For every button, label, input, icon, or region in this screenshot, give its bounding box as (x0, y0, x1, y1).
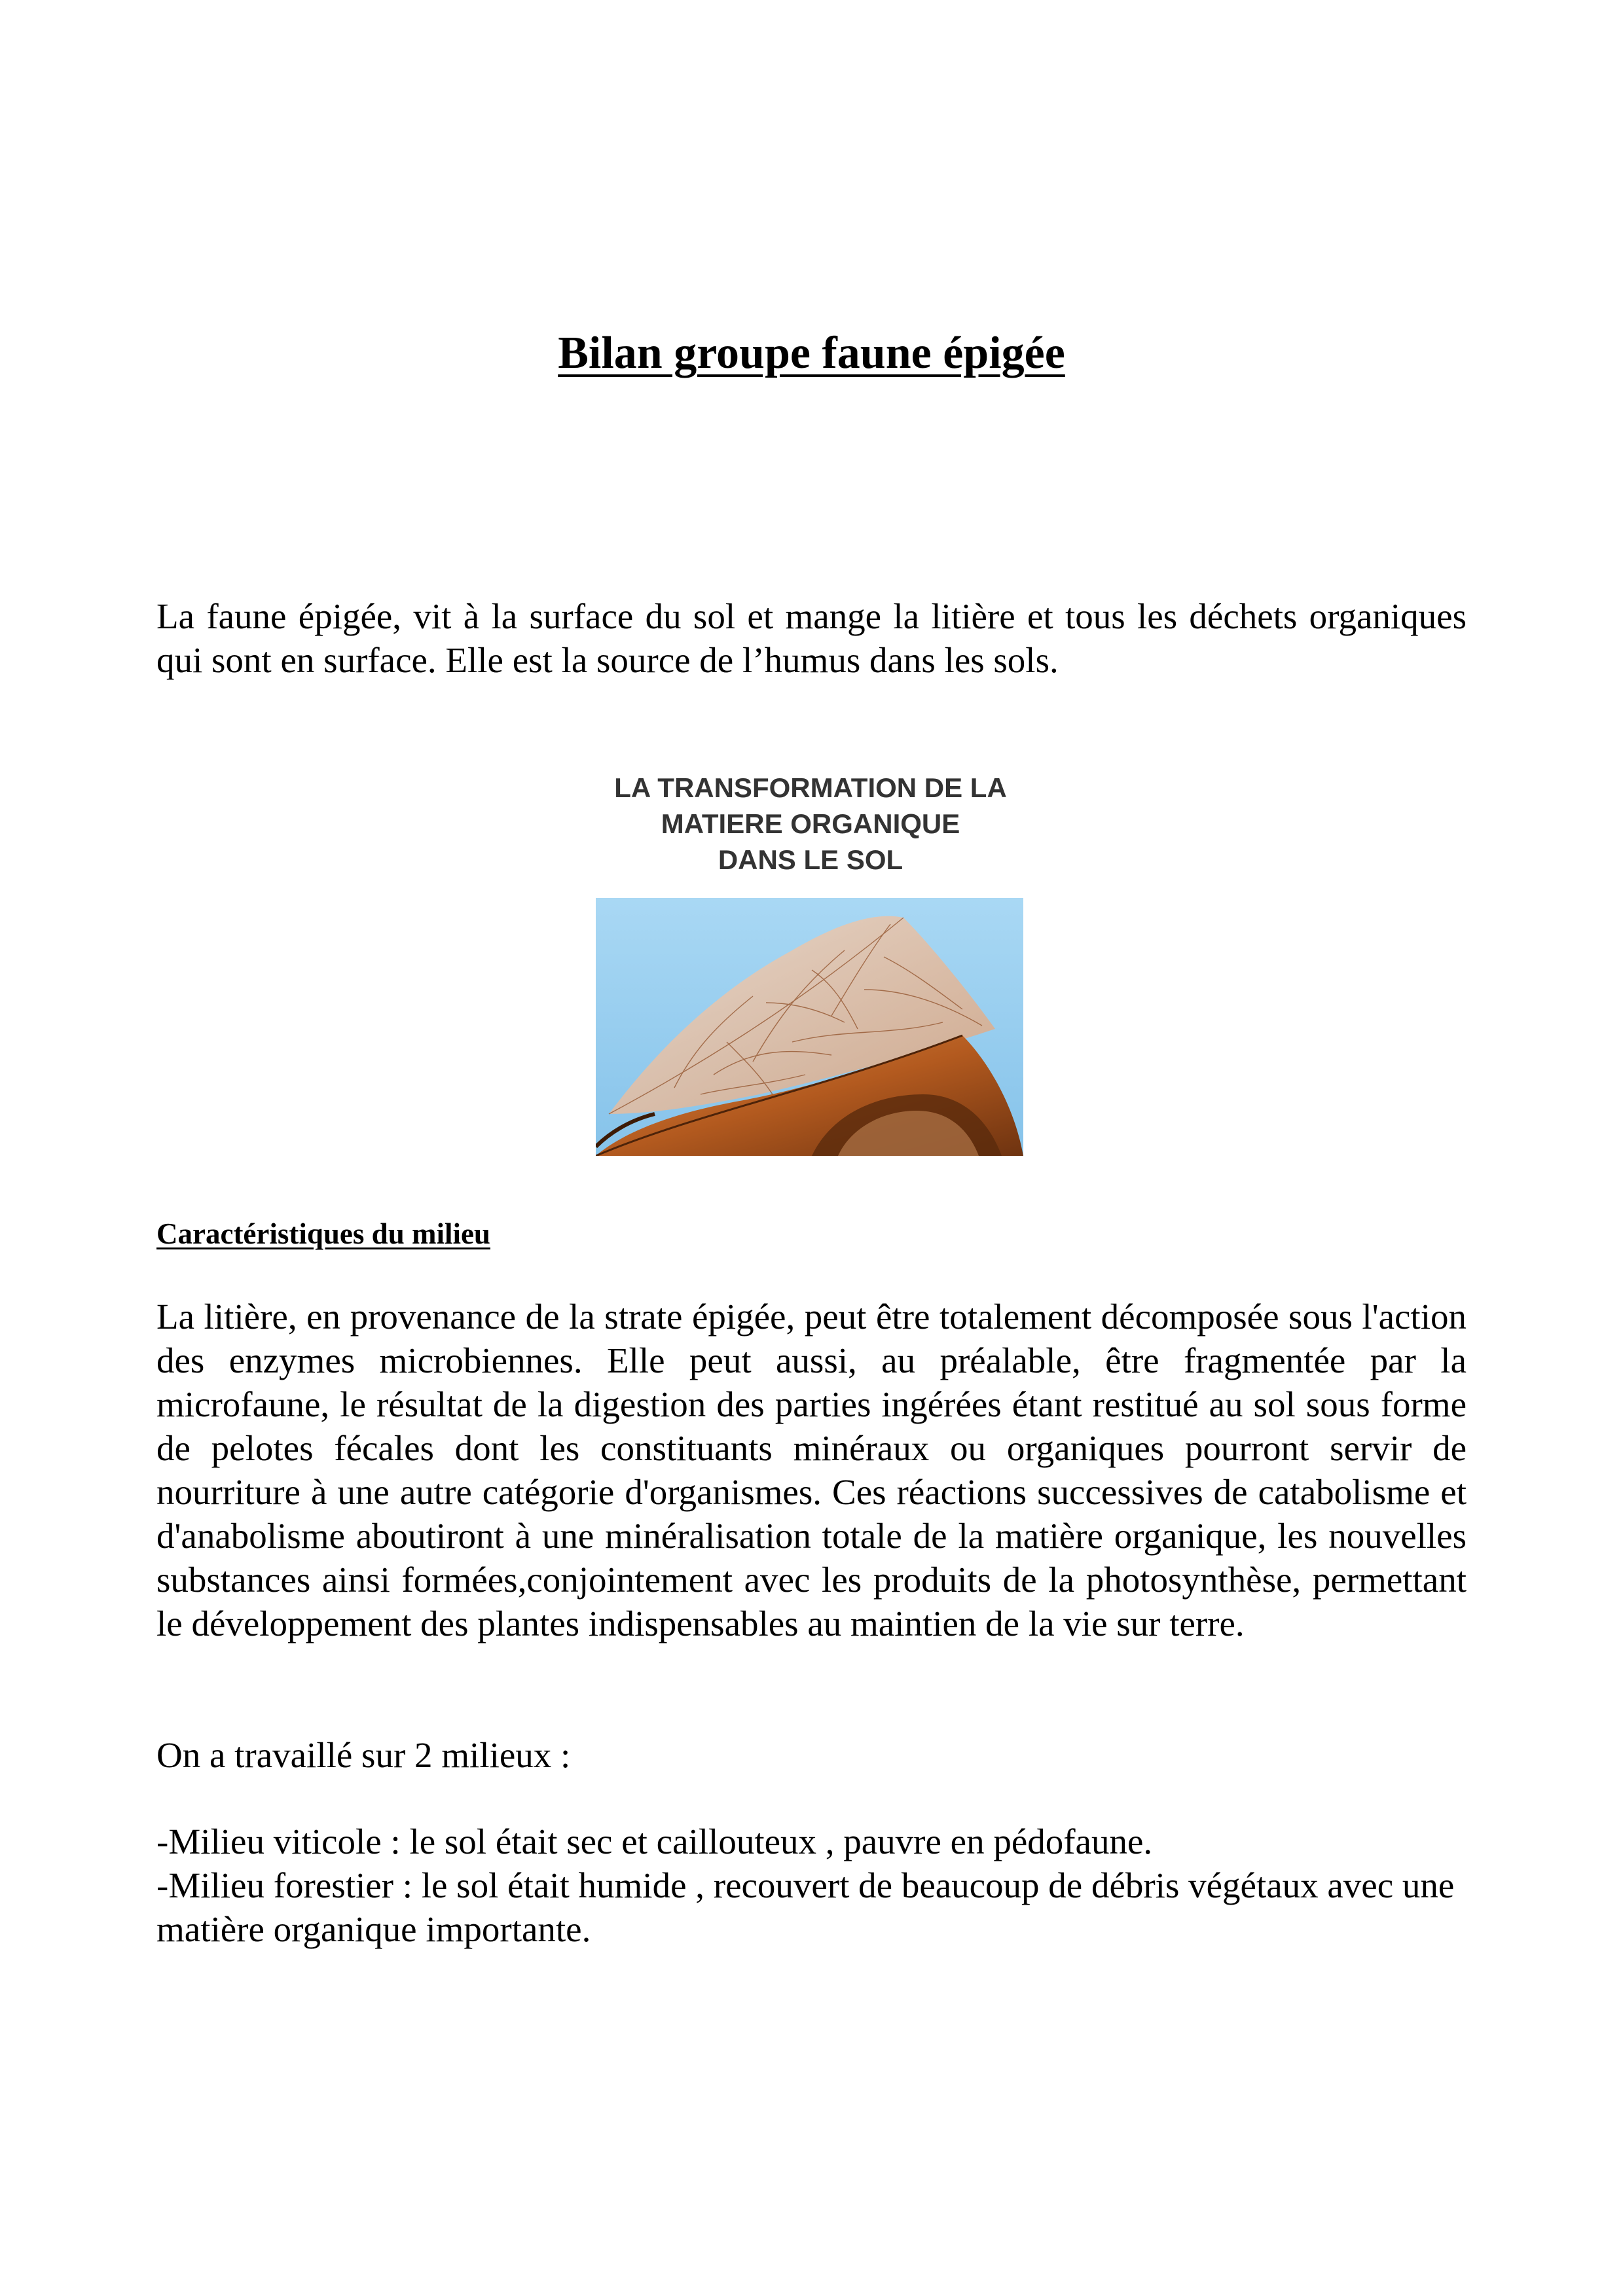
decomposing-leaf-photo (596, 898, 1023, 1156)
intro-paragraph: La faune épigée, vit à la surface du sol et mange la litière et tous les déchets organiques qui sont en surface. Elle est la source de l’humus dans les sols. (156, 596, 1467, 680)
figure-caption-line: LA TRANSFORMATION DE LA (614, 772, 1007, 803)
figure-caption-line: DANS LE SOL (718, 844, 903, 875)
list-item: -Milieu viticole : le sol était sec et caillouteux , pauvre en pédofaune. (156, 1821, 1153, 1861)
document-title: Bilan groupe faune épigée (558, 328, 1065, 378)
figure-caption-line: MATIERE ORGANIQUE (661, 808, 960, 839)
body-paragraph: La litière, en provenance de la strate épigée, peut être totalement décomposée sous l'action des enzymes microbiennes. Elle peut aussi, au préalable, être fragmentée par la microfaune, le résultat de la digestion des parties ingérées étant restitué au sol sous forme de pelotes fécales dont les constituants minéraux ou organiques pourront servir de nourriture à une autre catégorie d'organismes. Ces réactions successives de catabolisme et d'anabolisme aboutiront à une minéralisation totale de la matière organique, les nouvelles substances ainsi formées,conjointement avec les produits de la photosynthèse, permettant le développement des plantes indispensables au maintien de la vie sur terre. (156, 1297, 1467, 1643)
milieux-intro: On a travaillé sur 2 milieux : (156, 1735, 571, 1775)
milieu-list (156, 1820, 1467, 1951)
list-item: -Milieu forestier : le sol était humide , recouvert de beaucoup de débris végétaux avec une matière organique importante. (156, 1865, 1455, 1949)
figure-caption (591, 770, 1030, 901)
section-heading: Caractéristiques du milieu (156, 1217, 490, 1250)
figure (591, 770, 1030, 1156)
